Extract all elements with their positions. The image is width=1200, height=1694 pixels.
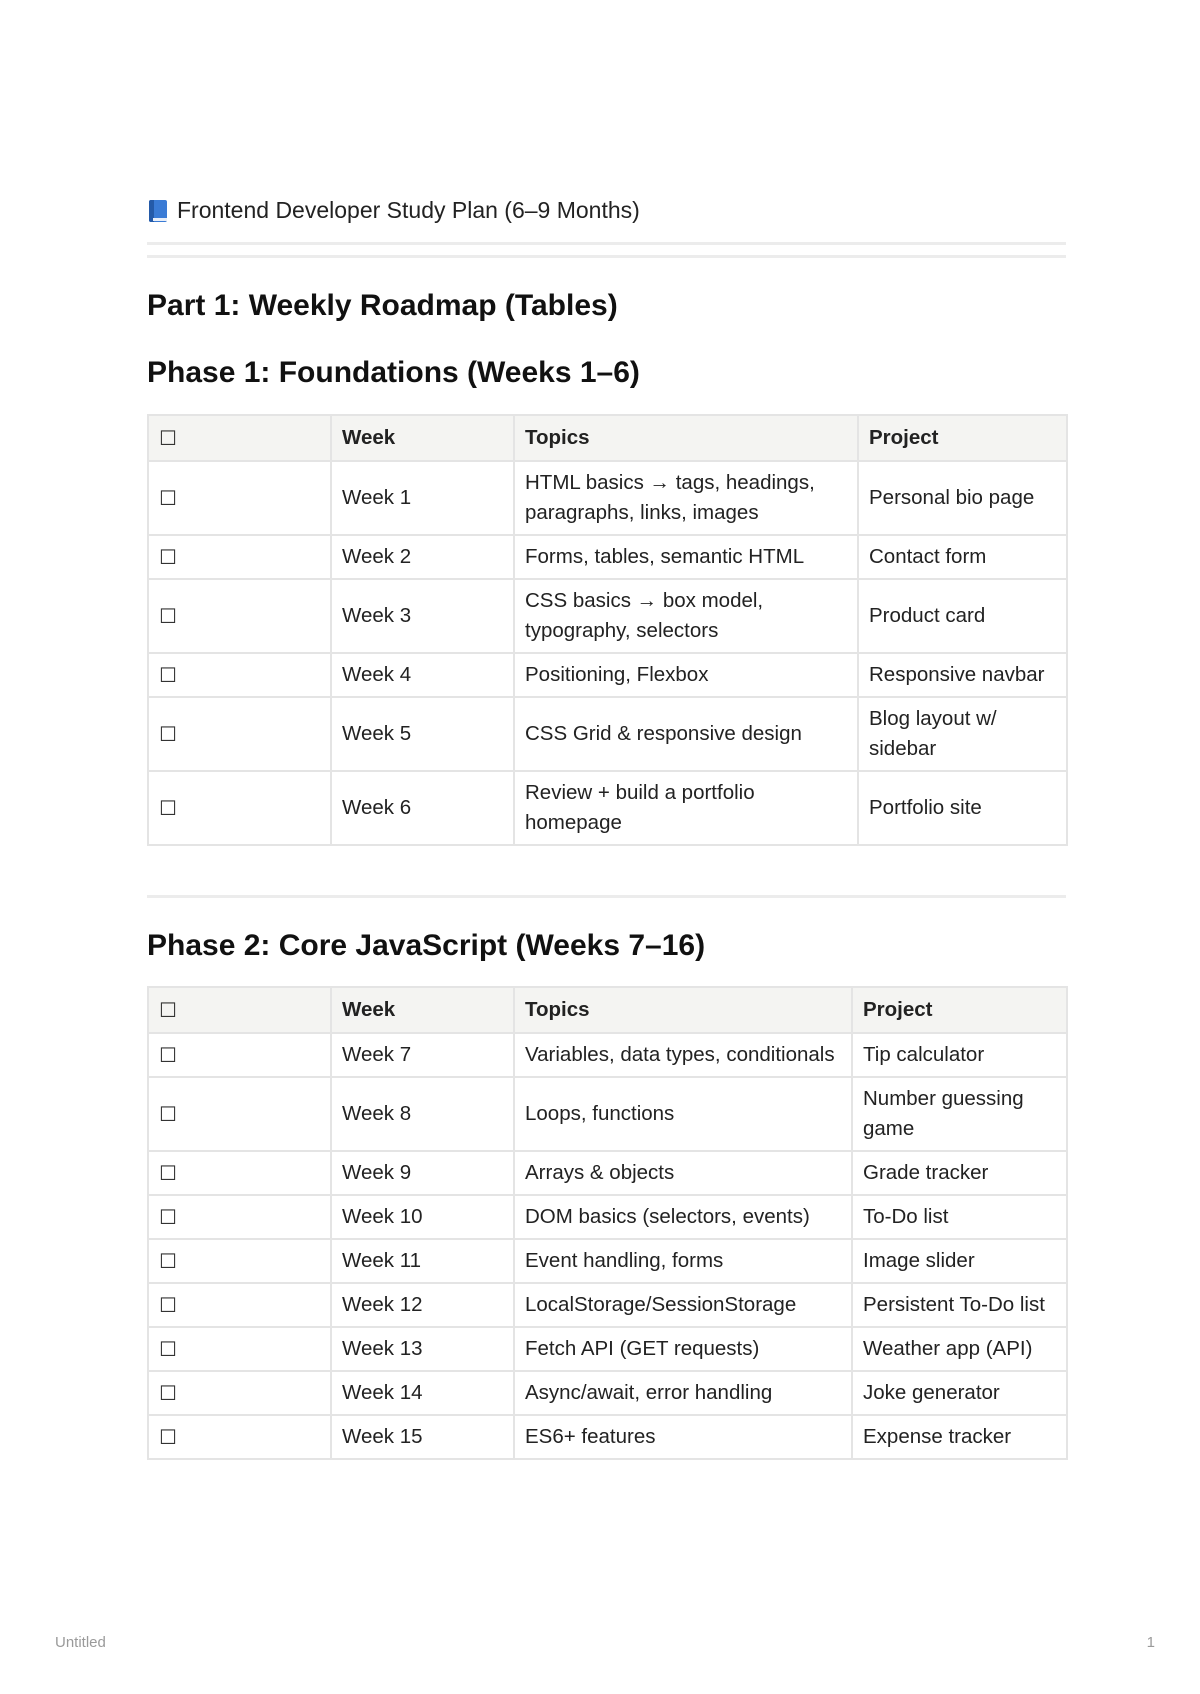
week-cell: Week 8 [331, 1077, 514, 1151]
topics-cell: ES6+ features [514, 1415, 852, 1459]
row-checkbox[interactable]: ☐ [148, 1239, 331, 1283]
phase2-heading: Phase 2: Core JavaScript (Weeks 7–16) [147, 929, 706, 962]
row-checkbox[interactable]: ☐ [148, 771, 331, 845]
project-cell: Personal bio page [858, 461, 1067, 535]
project-cell: Tip calculator [852, 1033, 1067, 1077]
footer-document-name: Untitled [55, 1634, 106, 1651]
week-cell: Week 5 [331, 697, 514, 771]
topics-cell: Loops, functions [514, 1077, 852, 1151]
project-cell: Number guessing game [852, 1077, 1067, 1151]
table-row [148, 697, 1067, 771]
row-checkbox[interactable]: ☐ [148, 1077, 331, 1151]
topics-cell: Review + build a portfolio homepage [514, 771, 858, 845]
table-row [148, 1415, 1067, 1459]
week-cell: Week 3 [331, 579, 514, 653]
topics-header: Topics [514, 415, 858, 461]
row-checkbox[interactable]: ☐ [148, 461, 331, 535]
project-cell: Contact form [858, 535, 1067, 579]
topics-cell: HTML basics → tags, headings, paragraphs, links, images [514, 461, 858, 535]
topics-cell: Event handling, forms [514, 1239, 852, 1283]
row-checkbox[interactable]: ☐ [148, 653, 331, 697]
document-title [147, 197, 640, 224]
row-checkbox[interactable]: ☐ [148, 1195, 331, 1239]
table-header-row [148, 987, 1067, 1033]
checkbox-header: ☐ [148, 987, 331, 1033]
project-header: Project [858, 415, 1067, 461]
topics-cell: Arrays & objects [514, 1151, 852, 1195]
phase2-table [147, 986, 1068, 1460]
table-row [148, 1327, 1067, 1371]
row-checkbox[interactable]: ☐ [148, 697, 331, 771]
week-cell: Week 6 [331, 771, 514, 845]
week-cell: Week 11 [331, 1239, 514, 1283]
row-checkbox[interactable]: ☐ [148, 579, 331, 653]
project-cell: Expense tracker [852, 1415, 1067, 1459]
project-cell: To-Do list [852, 1195, 1067, 1239]
table-row [148, 461, 1067, 535]
row-checkbox[interactable]: ☐ [148, 1283, 331, 1327]
week-header: Week [331, 415, 514, 461]
week-cell: Week 10 [331, 1195, 514, 1239]
week-cell: Week 15 [331, 1415, 514, 1459]
week-cell: Week 4 [331, 653, 514, 697]
week-cell: Week 7 [331, 1033, 514, 1077]
topics-cell: CSS basics → box model, typography, selectors [514, 579, 858, 653]
table-row [148, 1239, 1067, 1283]
topics-cell: Forms, tables, semantic HTML [514, 535, 858, 579]
topics-cell: DOM basics (selectors, events) [514, 1195, 852, 1239]
project-cell: Image slider [852, 1239, 1067, 1283]
table-row [148, 1283, 1067, 1327]
week-cell: Week 12 [331, 1283, 514, 1327]
table-row [148, 771, 1067, 845]
table-row [148, 1033, 1067, 1077]
row-checkbox[interactable]: ☐ [148, 1371, 331, 1415]
topics-cell: CSS Grid & responsive design [514, 697, 858, 771]
row-checkbox[interactable]: ☐ [148, 1415, 331, 1459]
project-cell: Responsive navbar [858, 653, 1067, 697]
week-cell: Week 1 [331, 461, 514, 535]
divider [147, 895, 1066, 898]
divider [147, 255, 1066, 258]
table-row [148, 653, 1067, 697]
topics-cell: Fetch API (GET requests) [514, 1327, 852, 1371]
table-row [148, 1077, 1067, 1151]
table-row [148, 1195, 1067, 1239]
checkbox-header: ☐ [148, 415, 331, 461]
row-checkbox[interactable]: ☐ [148, 1033, 331, 1077]
topics-cell: Positioning, Flexbox [514, 653, 858, 697]
project-cell: Product card [858, 579, 1067, 653]
table-row [148, 1371, 1067, 1415]
book-icon [147, 199, 169, 223]
table-row [148, 1151, 1067, 1195]
topics-header: Topics [514, 987, 852, 1033]
table-row [148, 579, 1067, 653]
document-title-text: Frontend Developer Study Plan (6–9 Months) [177, 197, 640, 223]
project-cell: Persistent To-Do list [852, 1283, 1067, 1327]
project-cell: Blog layout w/ sidebar [858, 697, 1067, 771]
week-cell: Week 2 [331, 535, 514, 579]
footer-page-number: 1 [1146, 1634, 1155, 1651]
project-cell: Joke generator [852, 1371, 1067, 1415]
topics-cell: Variables, data types, conditionals [514, 1033, 852, 1077]
phase1-heading: Phase 1: Foundations (Weeks 1–6) [147, 356, 640, 389]
project-cell: Grade tracker [852, 1151, 1067, 1195]
project-header: Project [852, 987, 1067, 1033]
week-cell: Week 14 [331, 1371, 514, 1415]
row-checkbox[interactable]: ☐ [148, 1151, 331, 1195]
phase1-table [147, 414, 1068, 846]
project-cell: Portfolio site [858, 771, 1067, 845]
week-cell: Week 9 [331, 1151, 514, 1195]
table-row [148, 535, 1067, 579]
row-checkbox[interactable]: ☐ [148, 1327, 331, 1371]
divider [147, 242, 1066, 245]
part1-heading: Part 1: Weekly Roadmap (Tables) [147, 289, 618, 322]
topics-cell: Async/await, error handling [514, 1371, 852, 1415]
table-header-row [148, 415, 1067, 461]
week-header: Week [331, 987, 514, 1033]
project-cell: Weather app (API) [852, 1327, 1067, 1371]
row-checkbox[interactable]: ☐ [148, 535, 331, 579]
topics-cell: LocalStorage/SessionStorage [514, 1283, 852, 1327]
week-cell: Week 13 [331, 1327, 514, 1371]
